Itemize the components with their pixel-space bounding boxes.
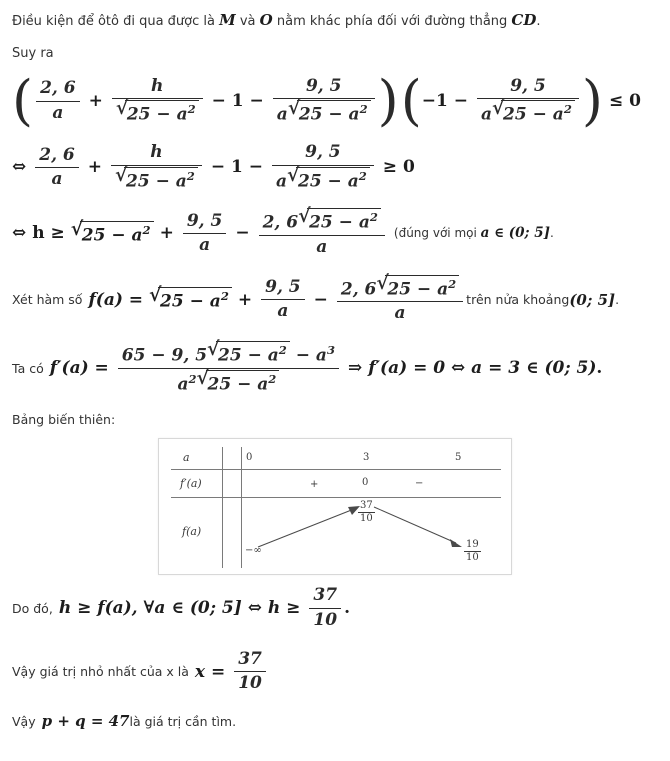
expr4-dot: . xyxy=(615,292,620,308)
minus-one-3: − 1 − xyxy=(210,157,263,178)
sign-zero: 0 xyxy=(362,477,369,489)
max-value-37-10: $\frac{37}{10}$ xyxy=(360,500,373,524)
variation-table-label: Bảng biến thiên: xyxy=(12,411,116,427)
relation-le-zero: ≤ 0 xyxy=(608,91,641,112)
frac-9.5-over-a-sqrt-2: 9, 5 a √ $25 - a^2$ xyxy=(477,76,579,126)
left-limit-neg-infinity: −∞ xyxy=(245,545,262,557)
intro-dot: . xyxy=(536,14,541,29)
suy-ra-label: Suy ra xyxy=(12,45,54,61)
intro-and: và xyxy=(235,14,260,29)
minus-one-1: − 1 − xyxy=(211,91,264,112)
right-paren-1: ) xyxy=(377,69,399,133)
intro-line xyxy=(12,10,658,31)
do-do-label: Do đó, xyxy=(12,600,53,616)
right-paren-2: ) xyxy=(581,69,603,133)
plus-sign-1: + xyxy=(88,91,103,112)
left-paren-2: ( xyxy=(400,69,422,133)
sqrt-25-minus-a2-1: √ $25 - a^2$ xyxy=(71,221,154,246)
frac-2.6sqrt-over-a-2: 2, 6 √ $25 - a^2$ a xyxy=(337,275,463,325)
expression-8 xyxy=(12,712,658,730)
ta-co-label: Ta có xyxy=(12,360,44,376)
frac-37-over-10-2: $\frac{37}{10}$ xyxy=(234,649,266,695)
x-equals: x = xyxy=(194,661,226,682)
f-prime-of-a-equals: f′(a) = xyxy=(49,358,109,379)
implies-symbol: ⇒ xyxy=(348,358,363,379)
frac-9.5-over-a-sqrt-3: 9, 5 a √ $25 - a^2$ xyxy=(272,142,374,192)
iff-symbol-2: ⇔ xyxy=(12,223,27,244)
expression-7 xyxy=(12,649,658,695)
row-label-a: a xyxy=(183,451,190,465)
frac-9.5-over-a-4: $\frac{9, 5}{a}$ xyxy=(261,277,305,323)
relation-ge-zero: ≥ 0 xyxy=(382,157,415,178)
table-hline-1 xyxy=(171,469,501,470)
a-value-0: 0 xyxy=(246,452,253,464)
line-cd: CD xyxy=(511,11,537,29)
frac-2.6sqrt-over-a-1: 2, 6 √ $25 - a^2$ a xyxy=(259,208,385,258)
variation-table-container xyxy=(12,438,658,575)
note-valid-for-all: (đúng với mọi a ∈ (0; 5]. xyxy=(393,225,554,242)
xet-ham-so-label: Xét hàm số xyxy=(12,292,83,308)
min-value-label: Vậy giá trị nhỏ nhất của x là xyxy=(12,664,189,680)
expr5-dot: . xyxy=(596,358,603,379)
expression-4 xyxy=(12,271,658,325)
frac-37-over-10-1: $\frac{37}{10}$ xyxy=(309,585,341,631)
expression-5 xyxy=(12,337,658,396)
a-value-3: 3 xyxy=(363,452,370,464)
variation-table xyxy=(158,438,512,575)
p-plus-q-equals-47: p + q = 47 xyxy=(41,712,130,731)
f-of-a-equals: f(a) = xyxy=(88,289,144,310)
a-value-5: 5 xyxy=(455,452,462,464)
expression-3 xyxy=(12,205,658,258)
left-paren-1: ( xyxy=(12,69,34,133)
frac-derivative: 65 − 9, 5 √ $25 - a^2 - a^3$ $a^2$ √ $25 - a^2$ xyxy=(118,341,339,396)
row-label-f-prime: f′(a) xyxy=(180,477,202,491)
frac-2.6-over-a: $\frac{2, 6}{a}$ xyxy=(36,78,80,124)
intro-mid: nằm khác phía đối với đường thẳng xyxy=(272,14,512,29)
point-o: O xyxy=(259,11,273,29)
minus-sign-2: − xyxy=(313,289,328,310)
increasing-arrow xyxy=(256,503,366,551)
tren-nua-khoang-label: trên nửa khoảng xyxy=(466,292,570,308)
table-vline-2 xyxy=(241,447,242,568)
expression-2 xyxy=(12,142,658,192)
minus-one-2: −1 − xyxy=(421,91,469,112)
row-label-f: f(a) xyxy=(182,525,202,539)
plus-sign-3: + xyxy=(159,223,174,244)
sqrt-25-minus-a2-2: √ $25 - a^2$ xyxy=(149,287,232,312)
intro-prefix: Điều kiện để ôtô đi qua được là xyxy=(12,14,220,29)
interval-0-5: (0; 5] xyxy=(569,290,616,309)
expr6-dot: . xyxy=(344,598,350,619)
decreasing-arrow xyxy=(372,503,467,553)
vay-label: Vậy xyxy=(12,713,36,729)
expression-1 xyxy=(12,69,658,133)
plus-sign-2: + xyxy=(87,157,102,178)
sign-plus: + xyxy=(310,479,319,491)
frac-h-over-sqrt: h √ $25 - a^2$ xyxy=(112,76,203,126)
frac-h-over-sqrt-2: h √ $25 - a^2$ xyxy=(111,142,202,192)
frac-9.5-over-a-3: $\frac{9, 5}{a}$ xyxy=(183,211,227,257)
right-value-19-10: $\frac{19}{10}$ xyxy=(466,539,479,563)
expression-6 xyxy=(12,585,658,631)
table-hline-2 xyxy=(171,497,501,498)
plus-sign-4: + xyxy=(237,289,253,310)
frac-2.6-over-a-2: $\frac{2, 6}{a}$ xyxy=(35,145,79,191)
point-m: M xyxy=(219,11,236,29)
iff-symbol-1: ⇔ xyxy=(12,157,27,178)
frac-9.5-over-a-sqrt-1: 9, 5 a √ $25 - a^2$ xyxy=(273,76,375,126)
final-answer-suffix: là giá trị cần tìm. xyxy=(129,713,237,729)
table-vline-1 xyxy=(222,447,223,568)
critical-point-result: f′(a) = 0 ⇔ a = 3 ∈ (0; 5) xyxy=(368,358,597,379)
minus-sign-1: − xyxy=(235,223,250,244)
conclusion-inequality: h ≥ f(a), ∀a ∈ (0; 5] ⇔ h ≥ xyxy=(58,598,301,619)
sign-minus: − xyxy=(415,478,424,490)
h-ge: h ≥ xyxy=(32,223,65,244)
